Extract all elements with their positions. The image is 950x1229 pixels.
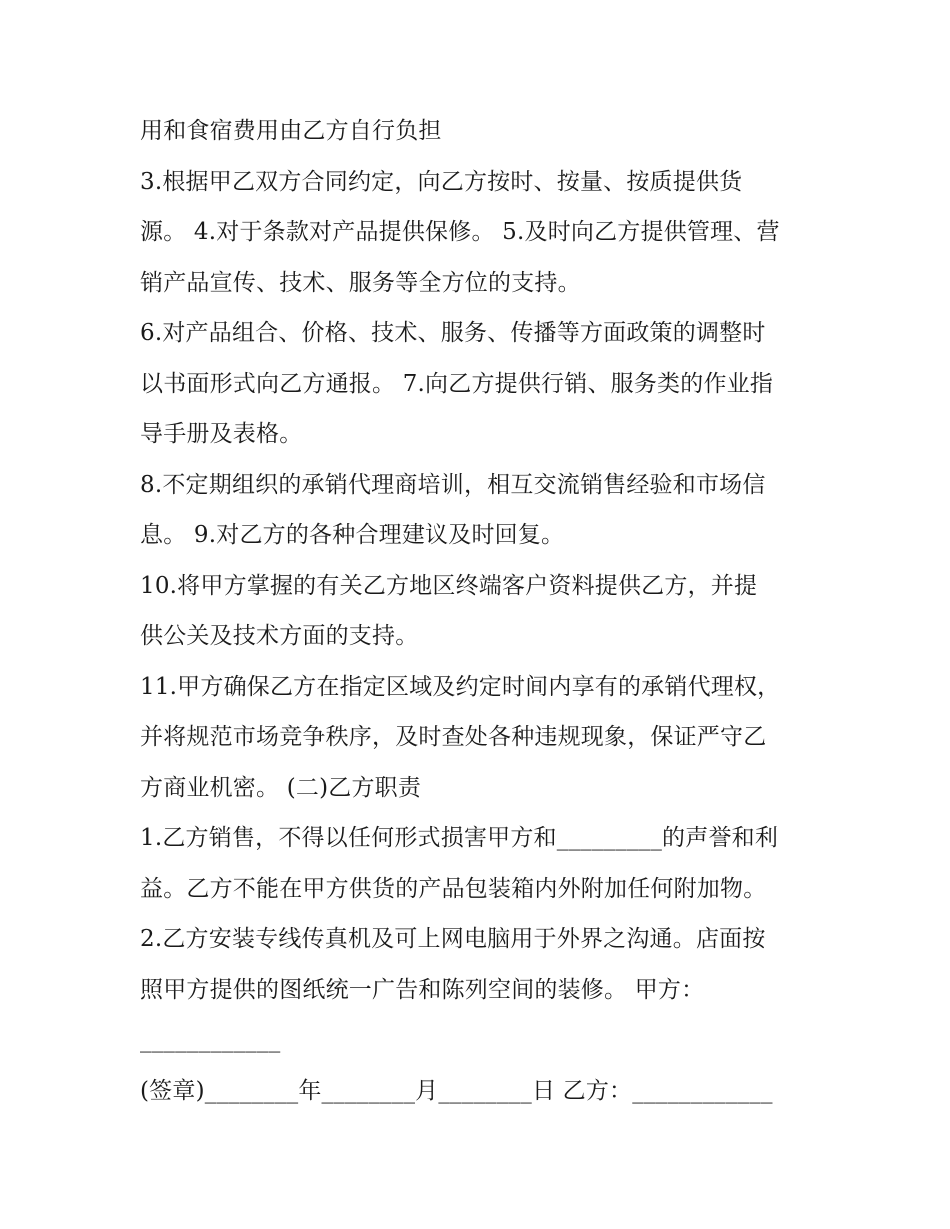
text-line-6: 以书面形式向乙方通报。 7.向乙方提供行销、服务类的作业指	[140, 370, 774, 397]
text-line-12: 11.甲方确保乙方在指定区域及约定时间内享有的承销代理权，	[140, 673, 781, 700]
signature-date-line: (签章)________年________月________日 乙方：____________	[140, 1077, 773, 1104]
document-body	[140, 106, 820, 1116]
text-line-18: 照甲方提供的图纸统一广告和陈列空间的装修。 甲方：	[140, 976, 705, 1003]
text-line-4: 销产品宣传、技术、服务等全方位的支持。	[140, 269, 581, 296]
text-line-7: 导手册及表格。	[140, 421, 303, 447]
text-line-14: 方商业机密。 (二)乙方职责	[140, 774, 422, 801]
text-line-15: 1.乙方销售，不得以任何形式损害甲方和_________的声誉和利	[140, 825, 779, 851]
text-line-11: 供公关及技术方面的支持。	[140, 623, 419, 649]
text-line-1: 用和食宿费用由乙方自行负担	[140, 118, 442, 144]
text-line-16: 益。乙方不能在甲方供货的产品包装箱内外附加任何附加物。	[140, 875, 767, 902]
text-line-13: 并将规范市场竞争秩序，及时查处各种违规现象，保证严守乙	[140, 724, 767, 750]
text-line-9: 息。 9.对乙方的各种合理建议及时回复。	[140, 522, 565, 548]
text-line-2: 3.根据甲乙双方合同约定，向乙方按时、按量、按质提供货	[140, 168, 743, 195]
text-line-17: 2.乙方安装专线传真机及可上网电脑用于外界之沟通。店面按	[140, 926, 766, 952]
text-line-5: 6.对产品组合、价格、技术、服务、传播等方面政策的调整时	[140, 320, 766, 346]
text-line-10: 10.将甲方掌握的有关乙方地区终端客户资料提供乙方，并提	[140, 572, 758, 599]
signature-blank-line: ____________	[140, 1027, 281, 1053]
text-line-3: 源。 4.对于条款对产品提供保修。 5.及时向乙方提供管理、营	[140, 219, 780, 245]
text-line-8: 8.不定期组织的承销代理商培训，相互交流销售经验和市场信	[140, 471, 766, 498]
